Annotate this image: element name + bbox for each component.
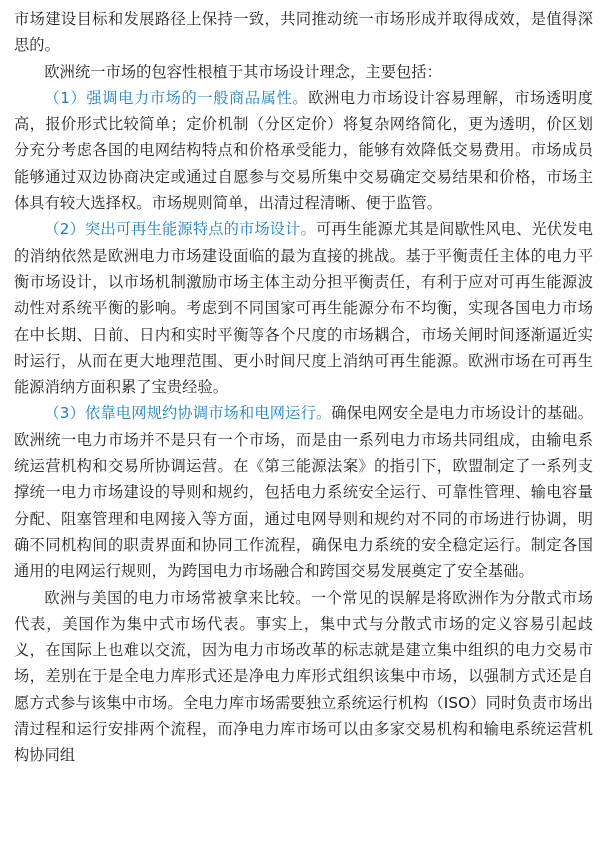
paragraph-text: 欧洲电力市场设计容易理解，市场透明度高，报价形式比较简单；定价机制（分区定价）将复杂网络简化，更为透明，价区划分充分考虑各国的电网结构特点和价格承受能力，能够有效降低交易费用。市场成员能够通过双边协商决定或通过自愿参与交易所集中交易确定交易结果和价格，市场主体具有较大选择权。市场规则简单，出清过程清晰、便于监管。	[14, 88, 593, 213]
point-heading: （2）突出可再生能源特点的市场设计。	[44, 220, 316, 239]
paragraph-text: 确保电网安全是电力市场设计的基础。欧洲统一电力市场并不是只有一个市场，而是由一系列电力市场共同组成，由输电系统运营机构和交易所协调运营。在《第三能源法案》的指引下，欧盟制定了一系列支撑统一电力市场建设的导则和规约，包括电力系统安全运行、可靠性管理、输电容量分配、阻塞管理和电网接入等方面，通过电网导则和规约对不同的市场进行协调，明确不同机构间的职责界面和协同工作流程，确保电力系统的安全稳定运行。制定各国通用的电网运行规则，为跨国电力市场融合和跨国交易发展奠定了安全基础。	[14, 404, 593, 581]
paragraph-text: 欧洲与美国的电力市场常被拿来比较。一个常见的误解是将欧洲作为分散式市场代表，美国作为集中式市场代表。事实上，集中式与分散式市场的定义容易引起歧义，在国际上也难以交流，因为电力市场改革的标志就是建立集中组织的电力交易市场，差别在于是全电力库形式还是净电力库形式组织该集中市场，以强制方式还是自愿方式参与该集中市场。全电力库市场需要独立系统运行机构（ISO）同时负责市场出清过程和运行安排两个流程，而净电力库市场可以由多家交易机构和输电系统运营机构协同组	[14, 588, 593, 765]
point-heading: （3）依靠电网规约协调市场和电网运行。	[44, 404, 332, 423]
paragraph-continuation	[14, 6, 593, 59]
paragraph-intro	[14, 59, 593, 85]
paragraph-text: 欧洲统一市场的包容性根植于其市场设计理念，主要包括：	[44, 62, 442, 81]
paragraph-comparison	[14, 585, 593, 769]
paragraph-text: 市场建设目标和发展路径上保持一致，共同推动统一市场形成并取得成效，是值得深思的。	[14, 10, 593, 55]
paragraph-text: 可再生能源尤其是间歇性风电、光伏发电的消纳依然是欧洲电力市场建设面临的最为直接的挑战。基于平衡责任主体的电力平衡市场设计，以市场机制激励市场主体主动分担平衡责任，有利于应对可再生能源波动性对系统平衡的影响。考虑到不同国家可再生能源分布不均衡，实现各国电力市场在中长期、日前、日内和实时平衡等各个尺度的市场耦合，市场关闸时间逐渐逼近实时运行，从而在更大地理范围、更小时间尺度上消纳可再生能源。欧洲市场在可再生能源消纳方面积累了宝贵经验。	[14, 220, 593, 397]
point-heading: （1）强调电力市场的一般商品属性。	[44, 88, 309, 107]
paragraph-point-2	[14, 216, 593, 400]
paragraph-point-1	[14, 85, 593, 216]
paragraph-point-3	[14, 400, 593, 584]
